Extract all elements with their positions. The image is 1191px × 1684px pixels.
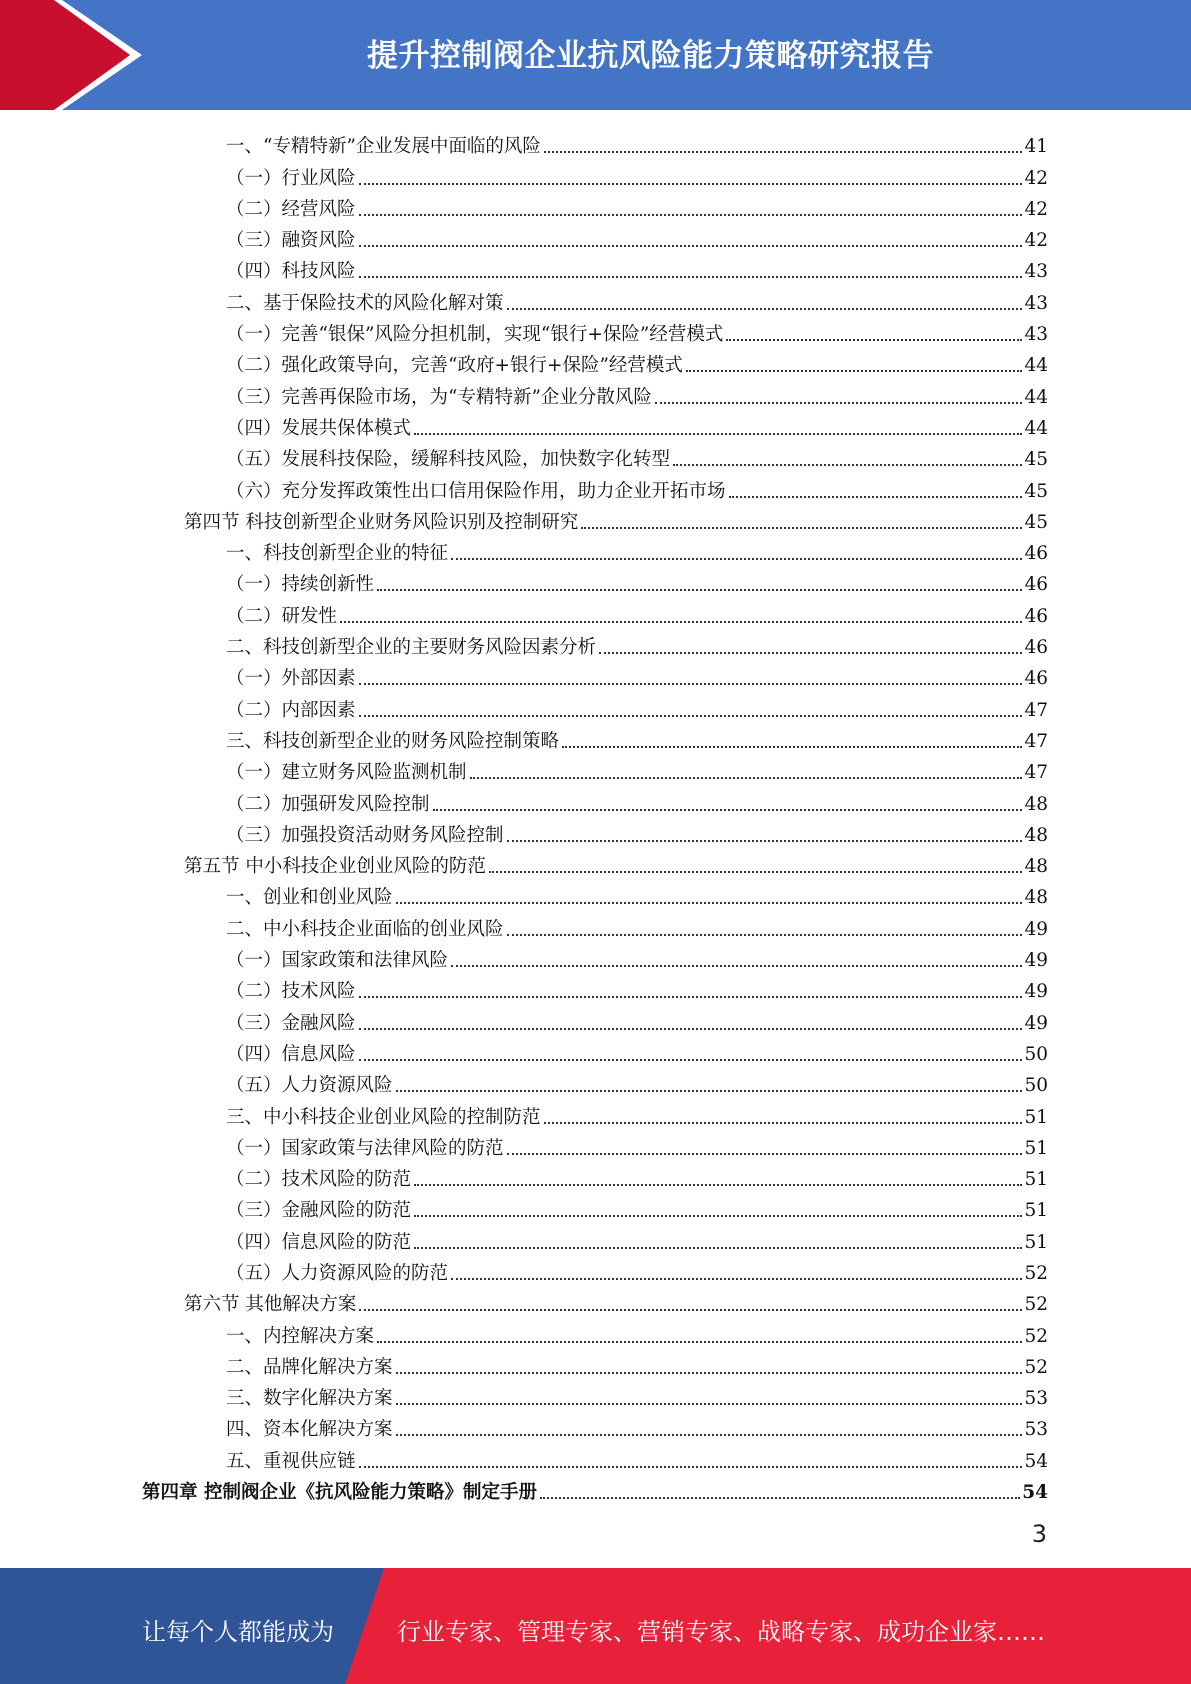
toc-entry-label: （四）信息风险的防范 [226, 1231, 412, 1253]
toc-dot-leader [396, 1403, 1023, 1405]
toc-entry-label: 一、内控解决方案 [226, 1325, 375, 1347]
toc-entry[interactable] [0, 316, 1191, 347]
toc-entry-label: （三）金融风险 [226, 1012, 356, 1034]
toc-entry-page: 45 [1024, 511, 1048, 533]
toc-dot-leader [655, 402, 1023, 404]
toc-entry-label: （四）科技风险 [226, 261, 356, 283]
toc-dot-leader [359, 183, 1023, 185]
toc-entry-label: （六）充分发挥政策性出口信用保险作用，助力企业开拓市场 [226, 480, 726, 502]
toc-entry-page: 43 [1024, 324, 1048, 346]
toc-entry-label: （一）国家政策和法律风险 [226, 950, 449, 972]
toc-dot-leader [470, 777, 1023, 779]
toc-entry[interactable] [0, 910, 1191, 941]
toc-entry-page: 48 [1024, 824, 1048, 846]
toc-entry-label: （二）技术风险 [226, 981, 356, 1003]
toc-entry-label: 二、中小科技企业面临的创业风险 [226, 918, 504, 940]
toc-entry-label: （一）完善“银保”风险分担机制，实现“银行+保险”经营模式 [226, 324, 724, 346]
toc-dot-leader [507, 840, 1023, 842]
toc-entry-label: 四、资本化解决方案 [226, 1419, 393, 1441]
toc-entry-label: （一）持续创新性 [226, 574, 375, 596]
toc-entry-label: （二）研发性 [226, 605, 338, 627]
toc-entry-label: 二、品牌化解决方案 [226, 1356, 393, 1378]
toc-dot-leader [396, 1372, 1023, 1374]
toc-entry[interactable] [0, 1286, 1191, 1317]
toc-entry[interactable] [0, 1349, 1191, 1380]
toc-dot-leader [544, 151, 1023, 153]
toc-entry[interactable] [0, 441, 1191, 472]
toc-entry[interactable] [0, 629, 1191, 660]
toc-entry-label: （五）人力资源风险的防范 [226, 1262, 449, 1284]
toc-entry-page: 49 [1024, 950, 1048, 972]
toc-entry[interactable] [0, 1004, 1191, 1035]
toc-dot-leader [729, 496, 1023, 498]
toc-entry-page: 52 [1024, 1294, 1048, 1316]
toc-entry[interactable] [0, 504, 1191, 535]
toc-entry-label: （一）行业风险 [226, 167, 356, 189]
toc-dot-leader [507, 308, 1023, 310]
toc-entry-label: 三、科技创新型企业的财务风险控制策略 [226, 730, 560, 752]
toc-entry-page: 49 [1024, 1012, 1048, 1034]
toc-entry[interactable] [0, 566, 1191, 597]
toc-entry-label: （四）信息风险 [226, 1043, 356, 1065]
toc-dot-leader [359, 245, 1023, 247]
toc-entry-page: 44 [1024, 417, 1048, 439]
header-band [0, 0, 1191, 110]
toc-entry-label: 五、重视供应链 [226, 1450, 356, 1472]
toc-entry-label: （二）内部因素 [226, 699, 356, 721]
toc-entry-page: 49 [1024, 981, 1048, 1003]
toc-entry[interactable] [0, 942, 1191, 973]
toc-dot-leader [396, 1090, 1023, 1092]
toc-entry-label: 第四节 科技创新型企业财务风险识别及控制研究 [184, 511, 579, 533]
toc-dot-leader [359, 1309, 1022, 1311]
page-number: 3 [1031, 1520, 1047, 1548]
toc-dot-leader [359, 1466, 1023, 1468]
toc-entry-page: 45 [1024, 449, 1048, 471]
toc-entry[interactable] [0, 253, 1191, 284]
toc-entry-label: （五）人力资源风险 [226, 1075, 393, 1097]
toc-entry[interactable] [0, 973, 1191, 1004]
toc-dot-leader [377, 589, 1022, 591]
toc-dot-leader [414, 1247, 1022, 1249]
toc-dot-leader [540, 1497, 1020, 1499]
toc-dot-leader [396, 1434, 1023, 1436]
toc-entry-page: 53 [1024, 1419, 1048, 1441]
toc-entry[interactable] [0, 1255, 1191, 1286]
toc-entry-page: 52 [1024, 1356, 1048, 1378]
toc-entry-label: 一、创业和创业风险 [226, 887, 393, 909]
toc-entry[interactable] [0, 691, 1191, 722]
toc-entry-page: 43 [1024, 292, 1048, 314]
toc-entry-page: 44 [1024, 355, 1048, 377]
toc-entry[interactable] [0, 1380, 1191, 1411]
toc-dot-leader [359, 276, 1023, 278]
toc-entry-label: （三）完善再保险市场，为“专精特新”企业分散风险 [226, 386, 652, 408]
toc-entry-label: 一、科技创新型企业的特征 [226, 543, 449, 565]
toc-entry-page: 42 [1024, 230, 1048, 252]
toc-entry-page: 42 [1024, 167, 1048, 189]
toc-entry-page: 46 [1024, 637, 1048, 659]
toc-entry-page: 49 [1024, 918, 1048, 940]
toc-entry[interactable] [0, 1317, 1191, 1348]
toc-entry[interactable] [0, 472, 1191, 503]
toc-dot-leader [396, 902, 1023, 904]
toc-entry[interactable] [0, 1474, 1191, 1505]
toc-entry-page: 41 [1024, 136, 1048, 158]
toc-entry-page: 43 [1024, 261, 1048, 283]
toc-entry[interactable] [0, 660, 1191, 691]
toc-dot-leader [377, 1341, 1022, 1343]
toc-dot-leader [451, 1278, 1022, 1280]
toc-entry[interactable] [0, 1411, 1191, 1442]
toc-dot-leader [507, 934, 1023, 936]
toc-entry-page: 52 [1024, 1325, 1048, 1347]
toc-entry[interactable] [0, 1442, 1191, 1473]
footer-slogan-left: 让每个人都能成为 [142, 1618, 334, 1646]
toc-entry-label: （一）外部因素 [226, 668, 356, 690]
toc-entry[interactable] [0, 284, 1191, 315]
toc-entry-page: 47 [1024, 699, 1048, 721]
toc-entry-page: 45 [1024, 480, 1048, 502]
toc-entry-page: 51 [1024, 1231, 1048, 1253]
toc-entry[interactable] [0, 535, 1191, 566]
toc-entry-page: 51 [1024, 1200, 1048, 1222]
toc-entry-label: 第六节 其他解决方案 [184, 1294, 357, 1316]
toc-dot-leader [489, 871, 1023, 873]
toc-entry-label: 二、科技创新型企业的主要财务风险因素分析 [226, 637, 597, 659]
toc-dot-leader [340, 621, 1022, 623]
toc-entry[interactable] [0, 1130, 1191, 1161]
toc-entry-label: （二）技术风险的防范 [226, 1169, 412, 1191]
toc-dot-leader [414, 1215, 1022, 1217]
toc-dot-leader [359, 1028, 1023, 1030]
toc-dot-leader [359, 996, 1023, 998]
toc-entry-label: 二、基于保险技术的风险化解对策 [226, 292, 504, 314]
toc-entry-label: （一）建立财务风险监测机制 [226, 762, 467, 784]
toc-entry-page: 50 [1024, 1075, 1048, 1097]
toc-entry[interactable] [0, 1098, 1191, 1129]
toc-dot-leader [359, 214, 1023, 216]
toc-entry[interactable] [0, 848, 1191, 879]
toc-entry-page: 46 [1024, 574, 1048, 596]
toc-entry[interactable] [0, 754, 1191, 785]
toc-entry-label: 第四章 控制阀企业《抗风险能力策略》制定手册 [142, 1482, 537, 1504]
toc-dot-leader [562, 746, 1022, 748]
toc-dot-leader [451, 558, 1022, 560]
toc-entry-page: 48 [1024, 793, 1048, 815]
toc-entry-page: 51 [1024, 1169, 1048, 1191]
toc-dot-leader [686, 370, 1023, 372]
toc-entry[interactable] [0, 1192, 1191, 1223]
toc-entry-label: （二）加强研发风险控制 [226, 793, 430, 815]
toc-dot-leader [433, 809, 1023, 811]
toc-dot-leader [359, 1059, 1023, 1061]
toc-entry[interactable] [0, 159, 1191, 190]
toc-dot-leader [581, 527, 1022, 529]
toc-dot-leader [726, 339, 1022, 341]
toc-entry[interactable] [0, 1161, 1191, 1192]
toc-entry-label: （一）国家政策与法律风险的防范 [226, 1137, 504, 1159]
toc-entry[interactable] [0, 191, 1191, 222]
toc-dot-leader [414, 1184, 1022, 1186]
table-of-contents [0, 128, 1191, 1505]
toc-entry-label: （二）强化政策导向，完善“政府+银行+保险”经营模式 [226, 355, 683, 377]
toc-entry-page: 51 [1024, 1137, 1048, 1159]
toc-dot-leader [599, 652, 1022, 654]
toc-entry[interactable] [0, 1223, 1191, 1254]
toc-entry-label: （三）金融风险的防范 [226, 1200, 412, 1222]
toc-entry-page: 42 [1024, 198, 1048, 220]
toc-entry[interactable] [0, 785, 1191, 816]
toc-dot-leader [673, 464, 1022, 466]
toc-entry-page: 54 [1022, 1482, 1048, 1504]
toc-entry-page: 53 [1024, 1388, 1048, 1410]
toc-entry-label: （三）加强投资活动财务风险控制 [226, 824, 504, 846]
toc-entry-label: 三、中小科技企业创业风险的控制防范 [226, 1106, 541, 1128]
toc-entry[interactable] [0, 410, 1191, 441]
toc-entry-label: 三、数字化解决方案 [226, 1388, 393, 1410]
toc-entry[interactable] [0, 222, 1191, 253]
toc-entry-page: 48 [1024, 887, 1048, 909]
toc-entry[interactable] [0, 723, 1191, 754]
toc-entry-label: （五）发展科技保险，缓解科技风险，加快数字化转型 [226, 449, 671, 471]
toc-entry-label: 一、“专精特新”企业发展中面临的风险 [226, 136, 541, 158]
toc-entry[interactable] [0, 817, 1191, 848]
toc-entry-page: 46 [1024, 668, 1048, 690]
toc-entry-page: 50 [1024, 1043, 1048, 1065]
toc-entry[interactable] [0, 597, 1191, 628]
toc-dot-leader [414, 433, 1022, 435]
toc-entry-page: 51 [1024, 1106, 1048, 1128]
toc-dot-leader [451, 965, 1022, 967]
toc-entry-page: 44 [1024, 386, 1048, 408]
toc-entry-label: （二）经营风险 [226, 198, 356, 220]
toc-entry[interactable] [0, 128, 1191, 159]
toc-entry-page: 47 [1024, 762, 1048, 784]
toc-entry[interactable] [0, 378, 1191, 409]
toc-entry-label: 第五节 中小科技企业创业风险的防范 [184, 856, 486, 878]
toc-entry-label: （四）发展共保体模式 [226, 417, 412, 439]
toc-entry-label: （三）融资风险 [226, 230, 356, 252]
toc-entry-page: 46 [1024, 543, 1048, 565]
toc-entry-page: 46 [1024, 605, 1048, 627]
toc-entry-page: 54 [1024, 1450, 1048, 1472]
toc-entry[interactable] [0, 1067, 1191, 1098]
footer-slogan-right: 行业专家、管理专家、营销专家、战略专家、成功企业家…… [397, 1618, 1045, 1646]
report-title: 提升控制阀企业抗风险能力策略研究报告 [367, 38, 934, 74]
toc-entry[interactable] [0, 347, 1191, 378]
toc-entry-page: 48 [1024, 856, 1048, 878]
toc-entry-page: 52 [1024, 1262, 1048, 1284]
toc-entry[interactable] [0, 879, 1191, 910]
toc-entry[interactable] [0, 1036, 1191, 1067]
toc-dot-leader [544, 1122, 1023, 1124]
toc-dot-leader [507, 1153, 1023, 1155]
toc-dot-leader [359, 715, 1023, 717]
footer-band [0, 1568, 1191, 1684]
toc-dot-leader [359, 683, 1023, 685]
toc-entry-page: 47 [1024, 730, 1048, 752]
